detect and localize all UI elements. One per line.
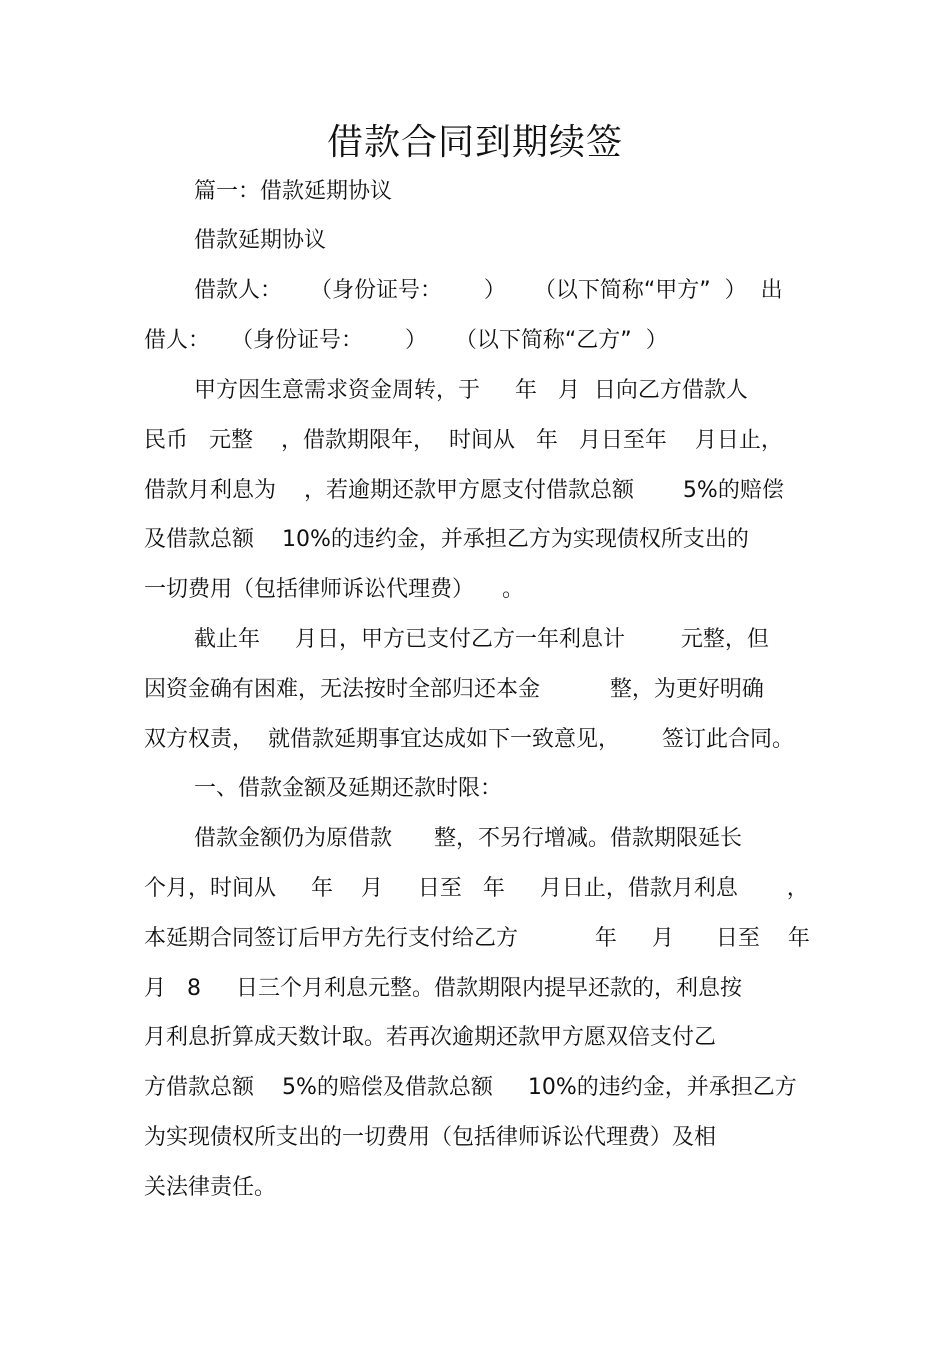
paragraph-line: 甲方因生意需求资金周转，于 年 月 日向乙方借款人: [194, 378, 748, 403]
section-heading: 篇一：借款延期协议: [194, 179, 393, 204]
paragraph-line: 月利息折算成天数计取。若再次逾期还款甲方愿双倍支付乙: [144, 1025, 717, 1050]
paragraph-line: 个月，时间从 年 月 日至 年 月日止，借款月利息 ，: [144, 876, 809, 901]
paragraph-line: 因资金确有困难，无法按时全部归还本金 整，为更好明确: [144, 677, 764, 702]
paragraph-line: 截止年 月日，甲方已支付乙方一年利息计 元整，但: [194, 627, 769, 652]
paragraph-line: 月 8 日三个月利息元整。借款期限内提早还款的，利息按: [144, 976, 742, 1001]
paragraph-line: 借人： （身份证号： ） （以下简称“乙方” ）: [144, 328, 668, 353]
paragraph-line: 方借款总额 5%的赔偿及借款总额 10%的违约金，并承担乙方: [144, 1075, 797, 1100]
paragraph-line: 及借款总额 10%的违约金，并承担乙方为实现债权所支出的: [144, 527, 749, 552]
paragraph-line: 一切费用（包括律师诉讼代理费） 。: [144, 577, 524, 602]
paragraph-line: 双方权责， 就借款延期事宜达成如下一致意见， 签订此合同。: [144, 727, 794, 752]
paragraph-line: 本延期合同签订后甲方先行支付给乙方 年 月 日至 年: [144, 926, 810, 951]
paragraph-line: 借款人： （身份证号： ） （以下简称“甲方” ） 出: [194, 278, 783, 303]
agreement-title: 借款延期协议: [194, 228, 327, 253]
document-title: 借款合同到期续签: [326, 122, 623, 163]
paragraph-line: 关法律责任。: [144, 1175, 277, 1200]
paragraph-line: 借款金额仍为原借款 整，不另行增减。借款期限延长: [194, 826, 742, 851]
clause-heading: 一、借款金额及延期还款时限：: [194, 776, 503, 801]
paragraph-line: 借款月利息为 ，若逾期还款甲方愿支付借款总额 5%的赔偿: [144, 478, 784, 503]
paragraph-line: 民币 元整 ，借款期限年， 时间从 年 月日至年 月日止，: [144, 428, 783, 453]
paragraph-line: 为实现债权所支出的一切费用（包括律师诉讼代理费）及相: [144, 1125, 717, 1150]
